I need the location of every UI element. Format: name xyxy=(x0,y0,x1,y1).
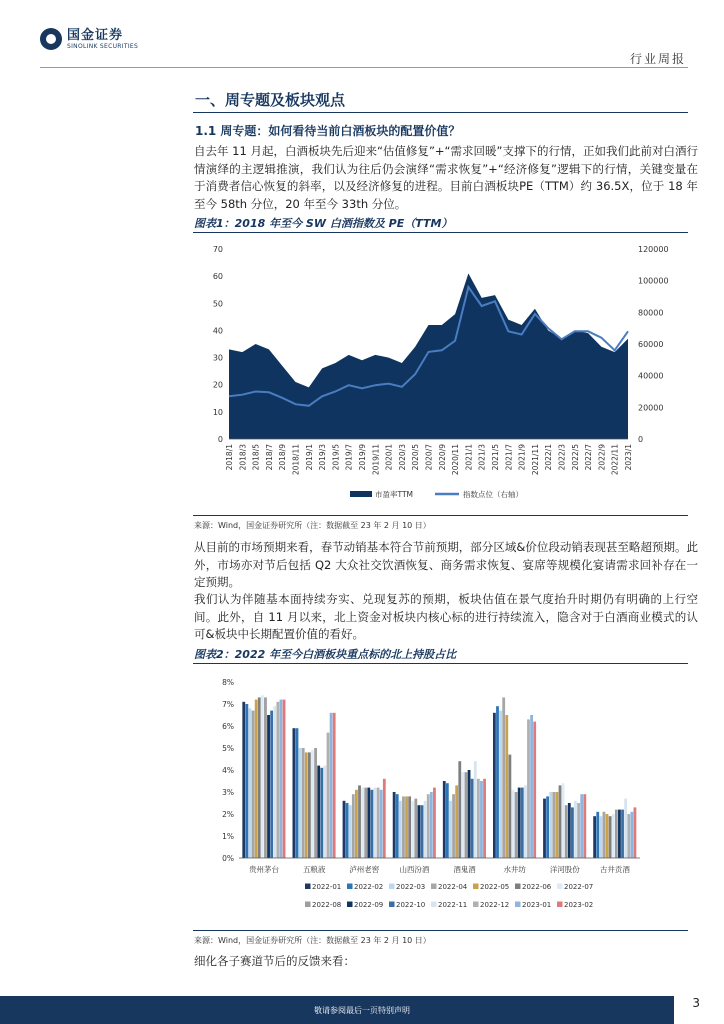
bar xyxy=(580,794,583,858)
x-category-label: 古井贡酒 xyxy=(599,865,630,874)
bar xyxy=(606,814,609,858)
bar xyxy=(424,801,427,858)
legend-label: 2023-01 xyxy=(522,901,552,909)
x-tick: 2021/3 xyxy=(477,444,487,471)
legend-label: 2022-06 xyxy=(522,883,552,891)
legend-label: 2022-03 xyxy=(396,883,426,891)
legend-swatch xyxy=(305,902,311,908)
y-left-tick: 50 xyxy=(212,299,223,309)
bar xyxy=(621,810,624,858)
legend-label: 2022-11 xyxy=(438,901,468,909)
bar xyxy=(311,750,314,858)
legend-label: 2022-09 xyxy=(354,901,384,909)
bar xyxy=(455,785,458,858)
x-tick: 2018/5 xyxy=(251,444,261,471)
legend-swatch xyxy=(557,884,563,890)
y-left-tick: 60 xyxy=(212,272,223,282)
bar xyxy=(515,792,518,858)
bar xyxy=(405,796,408,858)
figure1-source: 来源：Wind，国金证券研究所（注：数据截至 23 年 2 月 10 日） xyxy=(194,521,431,530)
bar xyxy=(299,748,302,858)
legend-swatch xyxy=(305,884,311,890)
bar xyxy=(577,803,580,858)
figure1-title: 图表1：2018 年至今 SW 白酒指数及 PE（TTM） xyxy=(194,217,453,230)
x-tick: 2018/3 xyxy=(238,444,248,471)
y-tick: 4% xyxy=(222,766,234,775)
bar xyxy=(292,728,295,858)
bar xyxy=(556,792,559,858)
bar xyxy=(314,748,317,858)
bar xyxy=(471,779,474,858)
footer-disclaimer: 敬请参阅最后一页特别声明 xyxy=(314,1006,410,1015)
legend-swatch xyxy=(473,884,479,890)
legend-swatch xyxy=(431,884,437,890)
x-tick: 2020/11 xyxy=(451,444,461,476)
bar xyxy=(320,768,323,858)
bar xyxy=(358,785,361,858)
bar xyxy=(430,792,433,858)
legend-label: 2022-01 xyxy=(312,883,342,891)
legend-swatch xyxy=(473,902,479,908)
x-tick: 2018/1 xyxy=(225,444,234,471)
bar xyxy=(421,805,424,858)
y-tick: 5% xyxy=(222,744,234,753)
bar xyxy=(574,801,577,858)
bar xyxy=(267,715,270,858)
y-right-tick: 0 xyxy=(638,435,644,444)
bar xyxy=(452,794,455,858)
bar xyxy=(630,812,633,858)
bar xyxy=(477,779,480,858)
legend-swatch xyxy=(515,902,521,908)
bar xyxy=(270,711,273,858)
bar xyxy=(508,755,511,858)
figure2-title: 图表2：2022 年至今白酒板块重点标的北上持股占比 xyxy=(194,648,457,661)
x-tick: 2020/5 xyxy=(411,444,421,471)
bar xyxy=(396,794,399,858)
bar xyxy=(411,801,414,858)
x-category-label: 山西汾酒 xyxy=(399,865,430,874)
x-tick: 2018/7 xyxy=(264,444,274,471)
legend-swatch xyxy=(557,902,563,908)
x-tick: 2019/3 xyxy=(318,444,328,471)
y-left-tick: 0 xyxy=(217,435,223,444)
x-tick: 2019/5 xyxy=(331,444,341,471)
x-tick: 2022/9 xyxy=(597,444,607,471)
figure2-source: 来源：Wind，国金证券研究所（注：数据截至 23 年 2 月 10 日） xyxy=(194,936,431,945)
legend-label-index: 指数点位（右轴） xyxy=(463,490,523,499)
bar xyxy=(343,801,346,858)
bar xyxy=(530,715,533,858)
legend-label: 2022-02 xyxy=(354,883,384,891)
legend-label: 2022-08 xyxy=(312,901,342,909)
bar xyxy=(474,761,477,858)
bar xyxy=(583,794,586,858)
figure1-top-rule xyxy=(193,232,688,233)
bar xyxy=(480,781,483,858)
bar xyxy=(483,779,486,858)
legend-swatch xyxy=(389,902,395,908)
bar xyxy=(502,697,505,858)
bar xyxy=(383,779,386,858)
section-divider xyxy=(193,112,688,113)
x-tick: 2021/7 xyxy=(504,444,514,471)
paragraph-3: 我们认为伴随基本面持续夯实、兑现复苏的预期，板块估值在景气度抬升时期仍有明确的上行空间。此外，自 11 月以来，北上资金对板块内核心标的进行持续流入，隐含对于白酒商业模式的认可&板块中长期配置价值的看好。 xyxy=(194,592,698,641)
x-tick: 2019/9 xyxy=(358,444,367,471)
bar xyxy=(371,790,374,858)
bar xyxy=(330,713,333,858)
page-number: 3 xyxy=(692,996,700,1010)
bar xyxy=(634,807,637,858)
bar xyxy=(546,796,549,858)
figure1-bottom-rule xyxy=(193,515,688,516)
x-tick: 2020/3 xyxy=(397,444,407,471)
legend-swatch-pe xyxy=(350,491,372,497)
bar xyxy=(374,788,377,858)
x-category-label: 贵州茅台 xyxy=(249,865,280,874)
y-right-tick: 100000 xyxy=(638,276,669,286)
legend-label: 2022-12 xyxy=(480,901,510,909)
x-tick: 2022/3 xyxy=(557,444,567,471)
bar xyxy=(352,794,355,858)
bar xyxy=(308,752,311,858)
bar xyxy=(408,796,411,858)
bar xyxy=(273,706,276,858)
bar xyxy=(533,722,536,858)
x-tick: 2018/11 xyxy=(291,444,301,476)
legend-label: 2022-05 xyxy=(480,883,510,891)
x-tick: 2019/7 xyxy=(344,444,354,471)
x-tick: 2018/9 xyxy=(278,444,288,471)
logo-icon xyxy=(40,28,62,50)
bar xyxy=(377,788,380,858)
x-tick: 2022/5 xyxy=(570,444,580,471)
legend-swatch xyxy=(347,884,353,890)
bar xyxy=(549,792,552,858)
bar xyxy=(565,805,568,858)
bar xyxy=(249,708,252,858)
legend-swatch xyxy=(347,902,353,908)
x-tick: 2020/1 xyxy=(384,444,394,471)
bar xyxy=(524,785,527,858)
bar xyxy=(521,788,524,858)
logo-en: SINOLINK SECURITIES xyxy=(67,42,139,50)
bar xyxy=(364,788,367,858)
x-category-label: 五粮液 xyxy=(302,865,326,874)
legend-label: 2023-02 xyxy=(564,901,594,909)
bar xyxy=(543,799,546,858)
x-tick: 2022/1 xyxy=(544,444,554,471)
paragraph-4: 细化各子赛道节后的反馈来看： xyxy=(194,954,355,968)
bar xyxy=(493,713,496,858)
bar xyxy=(593,816,596,858)
y-left-tick: 30 xyxy=(212,353,223,363)
x-tick: 2020/9 xyxy=(437,444,447,471)
logo-cn: 国金证券 xyxy=(67,27,124,43)
bar xyxy=(449,801,452,858)
x-category-label: 水井坊 xyxy=(503,865,526,874)
y-tick: 8% xyxy=(222,678,234,687)
bar xyxy=(402,796,405,858)
northbound-holding-chart xyxy=(193,667,688,927)
bar xyxy=(327,733,330,858)
bar xyxy=(571,807,574,858)
x-tick: 2021/11 xyxy=(530,444,540,476)
x-tick: 2021/9 xyxy=(517,444,527,471)
y-tick: 3% xyxy=(222,788,234,797)
bar xyxy=(380,790,383,858)
bar xyxy=(261,695,264,858)
bar xyxy=(446,783,449,858)
bar xyxy=(465,772,468,858)
x-tick: 2021/5 xyxy=(491,444,500,471)
figure2-top-rule xyxy=(193,663,688,664)
legend-swatch xyxy=(515,884,521,890)
bar xyxy=(323,766,326,858)
y-left-tick: 10 xyxy=(212,407,223,417)
series-pe-area xyxy=(229,273,628,439)
x-tick: 2019/11 xyxy=(371,444,381,476)
bar xyxy=(615,810,618,858)
bar xyxy=(305,752,308,858)
bar xyxy=(296,728,299,858)
bar xyxy=(627,814,630,858)
y-right-tick: 120000 xyxy=(638,245,669,254)
paragraph-1: 自去年 11 月起，白酒板块先后迎来“估值修复”+“需求回暖”支撑下的行情，正如我们此前对白酒行情演绎的主逻辑推演，我们认为往后仍会演绎“需求恢复”+“经济修复”逻辑下的行情，关键变量在于消费者信心恢复的斜率，以及经济修复的进程。目前白酒板块PE（TTM）约 36.5X，位于 18 年至今 58th 分位，20 年至今 33th 分位。 xyxy=(194,144,698,211)
x-category-label: 泸州老窖 xyxy=(349,865,380,874)
bar xyxy=(624,799,627,858)
sub-title: 1.1 周专题：如何看待当前白酒板块的配置价值？ xyxy=(195,124,461,138)
bar xyxy=(258,697,261,858)
bar xyxy=(505,715,508,858)
x-category-label: 洋河股份 xyxy=(549,865,580,874)
bar xyxy=(433,788,436,858)
pe-index-chart xyxy=(193,236,688,514)
bar xyxy=(361,788,364,858)
header-divider xyxy=(40,67,688,68)
y-right-tick: 40000 xyxy=(638,371,664,381)
bar xyxy=(418,805,421,858)
bar xyxy=(458,761,461,858)
bar xyxy=(612,814,615,858)
y-left-tick: 20 xyxy=(212,380,223,390)
y-right-tick: 80000 xyxy=(638,308,664,318)
bar xyxy=(393,792,396,858)
x-tick: 2020/7 xyxy=(424,444,434,471)
x-tick: 2021/1 xyxy=(464,444,474,471)
bar xyxy=(568,803,571,858)
legend-label: 2022-04 xyxy=(438,883,468,891)
bar xyxy=(609,816,612,858)
bar xyxy=(552,792,555,858)
report-type: 行业周报 xyxy=(629,52,686,66)
bar xyxy=(245,704,248,858)
legend-label-pe: 市盈率TTM xyxy=(375,490,414,499)
bar xyxy=(596,812,599,858)
company-logo xyxy=(40,28,138,50)
y-right-tick: 60000 xyxy=(638,340,664,349)
bar xyxy=(499,711,502,858)
bar xyxy=(367,788,370,858)
section-title: 一、周专题及板块观点 xyxy=(195,91,346,109)
figure2-bottom-rule xyxy=(193,930,688,931)
bar xyxy=(414,799,417,858)
x-category-label: 酒鬼酒 xyxy=(453,865,476,874)
bar xyxy=(496,706,499,858)
bar xyxy=(427,794,430,858)
legend-label: 2022-07 xyxy=(564,883,594,891)
bar xyxy=(280,700,283,858)
bar xyxy=(355,790,358,858)
bar xyxy=(399,801,402,858)
y-tick: 1% xyxy=(222,832,234,841)
paragraph-2: 从目前的市场预期来看，春节动销基本符合节前预期，部分区域&价位段动销表现甚至略超预期。此外，市场亦对节后包括 Q2 大众社交饮酒恢复、商务需求恢复、宴席等规模化宴请需求回补存在一定预期。 xyxy=(194,540,698,589)
bar xyxy=(559,785,562,858)
bar xyxy=(264,697,267,858)
x-tick: 2022/11 xyxy=(610,444,620,476)
x-tick: 2023/1 xyxy=(624,444,633,471)
legend-label: 2022-10 xyxy=(396,901,426,909)
bar xyxy=(518,788,521,858)
bar xyxy=(527,719,530,858)
y-left-tick: 70 xyxy=(212,245,223,254)
bar xyxy=(276,702,279,858)
bar xyxy=(302,748,305,858)
legend-swatch xyxy=(389,884,395,890)
x-tick: 2022/7 xyxy=(584,444,594,471)
bar xyxy=(242,702,245,858)
bar xyxy=(443,781,446,858)
bar xyxy=(252,711,255,858)
bar xyxy=(618,810,621,858)
bar xyxy=(599,816,602,858)
bar xyxy=(562,783,565,858)
bar xyxy=(512,790,515,858)
y-tick: 7% xyxy=(222,700,234,709)
bar xyxy=(255,700,258,858)
bar xyxy=(333,713,336,858)
x-tick: 2019/1 xyxy=(304,444,314,471)
bar xyxy=(349,805,352,858)
bar xyxy=(461,772,464,858)
bar xyxy=(603,812,606,858)
legend-swatch xyxy=(431,902,437,908)
y-tick: 0% xyxy=(222,854,234,863)
bar xyxy=(317,766,320,858)
y-left-tick: 40 xyxy=(212,326,223,336)
bar xyxy=(283,700,286,858)
y-right-tick: 20000 xyxy=(638,403,664,413)
bar xyxy=(346,803,349,858)
bar xyxy=(468,770,471,858)
y-tick: 2% xyxy=(222,810,234,819)
y-tick: 6% xyxy=(222,722,234,731)
